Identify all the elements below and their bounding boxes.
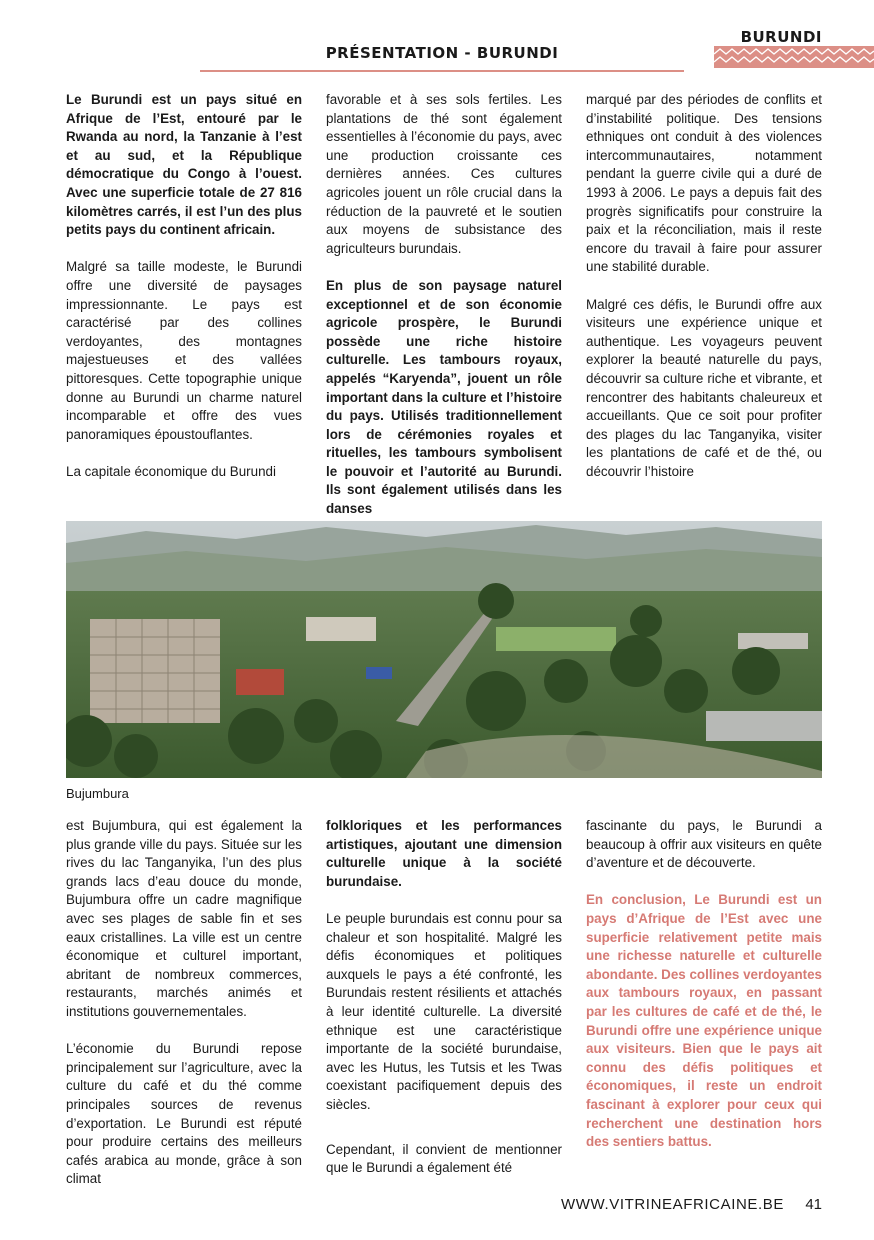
body-paragraph: Le peuple burundais est connu pour sa chaleur et son hospitalité. Malgré les défis économiques et politiques auxquels le pays a été confronté, les Burundais restent résilients et attachés à leur identité culturelle. La diversité ethnique est une caractéristique importante de la société burundaise, avec les Hutus, les Tutsis et les Twas coexistant pacifiquement depuis des siècles. <box>326 910 562 1112</box>
highlight-paragraph: folkloriques et les performances artistiques, ajoutant une dimension culturelle unique à la société burundaise. <box>326 818 562 889</box>
corner-section-label: BURUNDI <box>740 28 822 46</box>
page-header-title: PRÉSENTATION - BURUNDI <box>325 44 559 62</box>
article-column-2-bottom <box>326 817 562 1178</box>
article-column-3-top <box>586 91 822 481</box>
body-paragraph: L’économie du Burundi repose principalement sur l’agriculture, avec la culture du café et du thé comme principales sources de revenus d’exportation. Le Burundi est réputé pour produire certains des meilleurs cafés arabica au monde, grâce à son climat <box>66 1041 302 1187</box>
corner-section-tag <box>714 28 874 66</box>
body-paragraph: fascinante du pays, le Burundi a beaucoup à offrir aux visiteurs en quête d’aventure et de découverte. <box>586 818 822 871</box>
footer-website-url: WWW.VITRINEAFRICAINE.BE <box>561 1196 784 1213</box>
body-paragraph: Malgré sa taille modeste, le Burundi offre une diversité de paysages impressionnante. Le pays est caractérisé par des collines verdoyantes, des montagnes majestueuses et des vallées pittoresques. Cette topographie unique donne au Burundi un charme naturel incomparable et offre des vues panoramiques époustouflantes. <box>66 259 302 442</box>
article-column-1-bottom <box>66 817 302 1189</box>
intro-paragraph: Le Burundi est un pays situé en Afrique de l’Est, entouré par le Rwanda au nord, la Tanzanie à l’est et au sud, et la République démocratique du Congo à l’ouest. Avec une superficie totale de 27 816 kilomètres carrés, il est l’un des plus petits pays du continent africain. <box>66 92 302 238</box>
body-paragraph: marqué par des périodes de conflits et d’instabilité politique. Des tensions ethniques ont conduit à des violences intercommunautaires, notamment pendant la guerre civile qui a duré de 1993 à 2006. Le pays a depuis fait des progrès significatifs pour construire la paix et la réconciliation, mais il reste encore du travail à faire pour assurer une stabilité durable. <box>586 92 822 275</box>
body-paragraph: est Bujumbura, qui est également la plus grande ville du pays. Située sur les rives du lac Tanganyika, l’un des plus grands lacs d’eau douce du monde, Bujumbura offre un cadre magnifique avec ses plages de sable fin et ses eaux cristallines. La ville est un centre économique et culturel important, abritant de nombreux commerces, restaurants, marchés animés et institutions gouvernementales. <box>66 818 302 1019</box>
article-column-2-top <box>326 91 562 519</box>
body-paragraph: La capitale économique du Burundi <box>66 463 276 479</box>
highlight-paragraph: En plus de son paysage naturel exceptionnel et de son économie agricole prospère, le Burundi possède une riche histoire culturelle. Les tambours royaux, appelés “Karyenda”, jouent un rôle important dans la culture et l’histoire du pays. Utilisés traditionnellement lors de cérémonies royales et rituelles, les tambours symbolisent le pouvoir et l’autorité au Burundi. Ils sont également utilisés dans les danses <box>326 277 562 517</box>
article-column-3-bottom <box>586 817 822 1152</box>
body-paragraph: Cependant, il convient de mentionner que le Burundi a également été <box>326 1141 562 1176</box>
photo-caption: Bujumbura <box>66 786 129 801</box>
body-paragraph: favorable et à ses sols fertiles. Les plantations de thé sont également essentielles à l’économie du pays, avec une production croissante ces dernières années. Ces cultures agricoles jouent un rôle crucial dans la réduction de la pauvreté et le soutien aux moyens de subsistance des agriculteurs burundais. <box>326 92 562 256</box>
zigzag-pattern-icon <box>714 46 874 68</box>
article-column-1-top <box>66 91 302 481</box>
bujumbura-photo <box>66 521 822 778</box>
conclusion-paragraph: En conclusion, Le Burundi est un pays d’Afrique de l’Est avec une superficie relativement petite mais une richesse naturelle et culturelle abondante. Des collines verdoyantes aux tambours royaux, en passant par les cultures de café et de thé, le Burundi offre une expérience unique aux visiteurs. Bien que le pays ait connu des défis politiques et économiques, il reste un endroit fascinant à explorer pour ceux qui recherchent une destination hors des sentiers battus. <box>586 892 822 1150</box>
page-number: 41 <box>805 1196 822 1213</box>
body-paragraph: Malgré ces défis, le Burundi offre aux visiteurs une expérience unique et authentique. Les voyageurs peuvent explorer la beauté naturelle du pays, découvrir sa culture riche et vibrante, et rencontrer des habitants chaleureux et accueillants. Que ce soit pour profiter des plages du lac Tanganyika, visiter les plantations de café et de thé, ou découvrir l’histoire <box>586 296 822 479</box>
header-rule <box>200 70 684 72</box>
